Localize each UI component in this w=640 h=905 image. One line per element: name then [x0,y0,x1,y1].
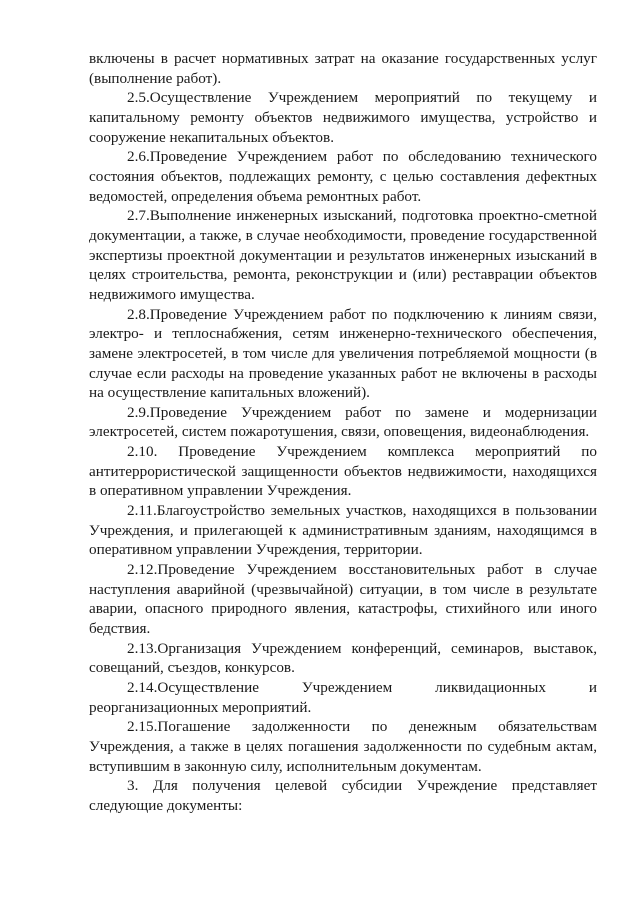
paragraph-2-6: 2.6.Проведение Учреждением работ по обследованию технического состояния объектов, подлежащих ремонту, с целью составления дефектных ведомостей, определения объема ремонтных работ. [89,148,597,205]
paragraph-2-8: 2.8.Проведение Учреждением работ по подключению к линиям связи, электро- и теплоснабжения, сетям инженерно-технического обеспечения, замене электросетей, в том числе для увеличения потребляемой мощности (в случае если расходы на проведение указанных работ не включены в расходы на осуществление капитальных вложений). [89,305,597,402]
paragraph-2-9: 2.9.Проведение Учреждением работ по замене и модернизации электросетей, систем пожаротушения, связи, оповещения, видеонаблюдения. [89,403,597,441]
paragraph-2-11: 2.11.Благоустройство земельных участков, находящихся в пользовании Учреждения, и прилегающей к административным зданиям, находящимся в оперативном управлении Учреждения, территории. [89,502,597,559]
paragraph-2-13: 2.13.Организация Учреждением конференций, семинаров, выставок, совещаний, съездов, конкурсов. [89,639,597,677]
paragraph-2-12: 2.12.Проведение Учреждением восстановительных работ в случае наступления аварийной (чрезвычайной) ситуации, в том числе в результате аварии, опасного природного явления, катастрофы, стихийного или иного бедствия. [89,561,597,638]
paragraph-2-15: 2.15.Погашение задолженности по денежным обязательствам Учреждения, а также в целях погашения задолженности по судебным актам, вступившим в законную силу, исполнительным документам. [89,718,597,775]
paragraph-2-7: 2.7.Выполнение инженерных изысканий, подготовка проектно-сметной документации, а также, в случае необходимости, проведение государственной экспертизы проектной документации и результатов инженерных изысканий в целях строительства, ремонта, реконструкции и (или) реставрации объектов недвижимого имущества. [89,207,597,303]
paragraph-2-14: 2.14.Осуществление Учреждением ликвидационных и реорганизационных мероприятий. [89,679,597,716]
paragraph-2-10: 2.10. Проведение Учреждением комплекса мероприятий по антитеррористической защищенности объектов недвижимости, находящихся в оперативном управлении Учреждения. [89,443,597,500]
paragraph-3: 3. Для получения целевой субсидии Учреждение представляет следующие документы: [89,777,597,814]
paragraph-2-5: 2.5.Осуществление Учреждением мероприятий по текущему и капитальному ремонту объектов недвижимого имущества, устройство и сооружение некапитальных объектов. [89,89,597,146]
paragraph-continuation: включены в расчет нормативных затрат на оказание государственных услуг (выполнение работ). [89,50,597,87]
document-page [89,49,597,816]
